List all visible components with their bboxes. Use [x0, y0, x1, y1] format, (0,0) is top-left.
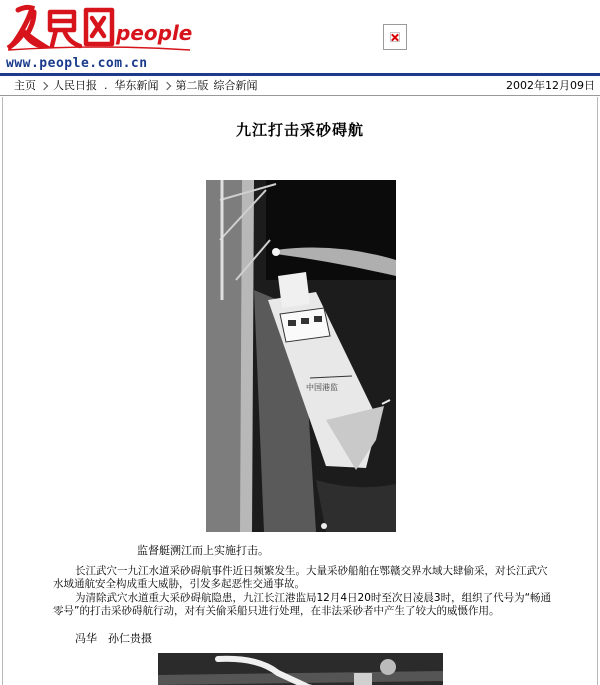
breadcrumb-edition-link[interactable]: 第二版 — [175, 79, 209, 92]
photo-credit: 冯华 孙仁贵摄 — [75, 632, 152, 645]
breadcrumb-newspaper-link[interactable]: 人民日报 — [53, 79, 97, 92]
breadcrumb — [14, 76, 258, 95]
article-title: 九江打击采砂碍航 — [235, 121, 364, 139]
article-photo-patrol-boat — [206, 180, 396, 532]
breadcrumb-separator: . — [104, 79, 108, 92]
breadcrumb-home-link[interactable]: 主页 — [14, 79, 36, 92]
people-daily-logo — [4, 2, 194, 54]
article-photo-second — [158, 653, 443, 685]
breadcrumb-category-link[interactable]: 综合新闻 — [213, 79, 258, 92]
article-body — [53, 565, 553, 618]
article-container — [2, 97, 598, 685]
svg-text:people: people — [116, 21, 193, 45]
publish-date: 2002年12月09日 — [506, 79, 595, 92]
breadcrumb-section-link[interactable]: 华东新闻 — [114, 79, 159, 92]
breadcrumb-bar — [0, 76, 600, 96]
broken-image-icon — [383, 24, 407, 50]
article-paragraph: 长江武穴一九江水道采砂碍航事件近日频繁发生。大量采砂船舶在鄂赣交界水域大肆偷采，对长江武穴水域通航安全构成重大威胁，引发多起恶性交通事故。 — [53, 565, 548, 591]
boat-hull-label: 中国港监 — [306, 383, 338, 392]
article-paragraph: 为清除武穴水道重大采砂碍航隐患，九江长江港监局12月4日20时至次日凌晨3时，组织了代号为“畅通零号”的打击采砂碍航行动，对有关偷采船只进行处理，在非法采砂者中产生了较大的威慑作用。 — [53, 591, 552, 617]
site-header — [0, 0, 600, 76]
chevron-right-icon — [162, 81, 170, 89]
site-url: www.people.com.cn — [6, 56, 148, 71]
chevron-right-icon — [40, 81, 48, 89]
photo-caption: 监督艇溯江而上实施打击。 — [137, 544, 269, 557]
